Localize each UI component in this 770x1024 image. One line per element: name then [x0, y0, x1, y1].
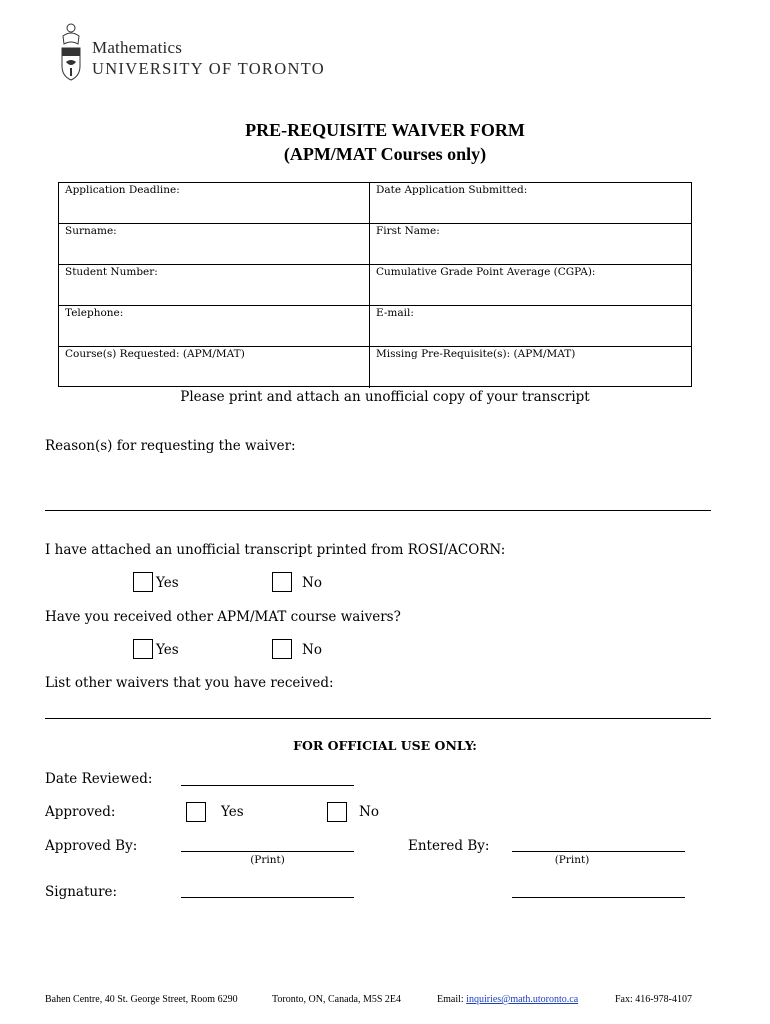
- waivers-no-label: No: [302, 642, 322, 658]
- university-crest-logo: [58, 22, 84, 84]
- approved-no-label: No: [359, 804, 379, 820]
- official-use-heading: FOR OFFICIAL USE ONLY:: [293, 738, 477, 753]
- transcript-no-checkbox[interactable]: [272, 572, 292, 592]
- entered-by-line[interactable]: [512, 851, 685, 852]
- courses-requested-field[interactable]: Course(s) Requested: (APM/MAT): [59, 347, 370, 388]
- approved-by-print-hint: (Print): [250, 854, 285, 866]
- date-reviewed-label: Date Reviewed:: [45, 771, 153, 787]
- entered-by-print-hint: (Print): [554, 854, 590, 866]
- transcript-note: Please print and attach an unofficial copy of your transcript: [180, 389, 590, 405]
- transcript-no-label: No: [302, 575, 322, 591]
- footer-email-label: Email:: [437, 994, 464, 1005]
- date-reviewed-line[interactable]: [181, 785, 354, 786]
- second-signature-line[interactable]: [512, 897, 685, 898]
- entered-by-label: Entered By:: [408, 838, 490, 854]
- signature-label: Signature:: [45, 884, 118, 900]
- student-info-table: [58, 182, 692, 387]
- footer-address: Bahen Centre, 40 St. George Street, Room 6290: [45, 994, 238, 1005]
- waivers-yes-label: Yes: [156, 642, 179, 658]
- waivers-no-checkbox[interactable]: [272, 639, 292, 659]
- department-name: Mathematics: [92, 38, 183, 57]
- transcript-yes-checkbox[interactable]: [133, 572, 153, 592]
- cgpa-field[interactable]: Cumulative Grade Point Average (CGPA):: [376, 266, 596, 278]
- table-row: [59, 224, 691, 265]
- footer-city: Toronto, ON, Canada, M5S 2E4: [272, 994, 402, 1005]
- application-deadline-field[interactable]: Application Deadline:: [59, 183, 370, 223]
- approved-by-line[interactable]: [181, 851, 354, 852]
- other-waivers-question: Have you received other APM/MAT course waivers?: [45, 609, 401, 625]
- waivers-yes-checkbox[interactable]: [133, 639, 153, 659]
- missing-prerequisites-field[interactable]: Missing Pre-Requisite(s): (APM/MAT): [376, 348, 576, 360]
- table-row: [59, 347, 691, 388]
- approved-no-checkbox[interactable]: [327, 802, 347, 822]
- table-row: [59, 183, 691, 224]
- approved-yes-label: Yes: [221, 804, 244, 820]
- footer-email: [437, 994, 578, 1005]
- form-title: PRE-REQUISITE WAIVER FORM: [245, 120, 525, 140]
- student-number-field[interactable]: Student Number:: [59, 265, 370, 305]
- date-submitted-field[interactable]: Date Application Submitted:: [376, 184, 528, 196]
- transcript-yes-label: Yes: [156, 575, 179, 591]
- form-subtitle: (APM/MAT Courses only): [283, 144, 487, 164]
- table-row: [59, 265, 691, 306]
- reason-answer-line[interactable]: [45, 510, 711, 511]
- surname-field[interactable]: Surname:: [59, 224, 370, 264]
- first-name-field[interactable]: First Name:: [376, 225, 440, 237]
- approved-by-label: Approved By:: [45, 838, 138, 854]
- list-waivers-answer-line[interactable]: [45, 718, 711, 719]
- email-field[interactable]: E-mail:: [376, 307, 414, 319]
- telephone-field[interactable]: Telephone:: [59, 306, 370, 346]
- footer-email-link[interactable]: inquiries@math.utoronto.ca: [466, 994, 579, 1005]
- approved-yes-checkbox[interactable]: [186, 802, 206, 822]
- reason-label: Reason(s) for requesting the waiver:: [45, 438, 296, 454]
- footer-fax: Fax: 416-978-4107: [615, 994, 692, 1005]
- list-waivers-label: List other waivers that you have received:: [45, 675, 334, 691]
- transcript-question: I have attached an unofficial transcript printed from ROSI/ACORN:: [45, 542, 506, 558]
- signature-line[interactable]: [181, 897, 354, 898]
- university-name: UNIVERSITY OF TORONTO: [92, 59, 325, 78]
- table-row: [59, 306, 691, 347]
- approved-label: Approved:: [45, 804, 116, 820]
